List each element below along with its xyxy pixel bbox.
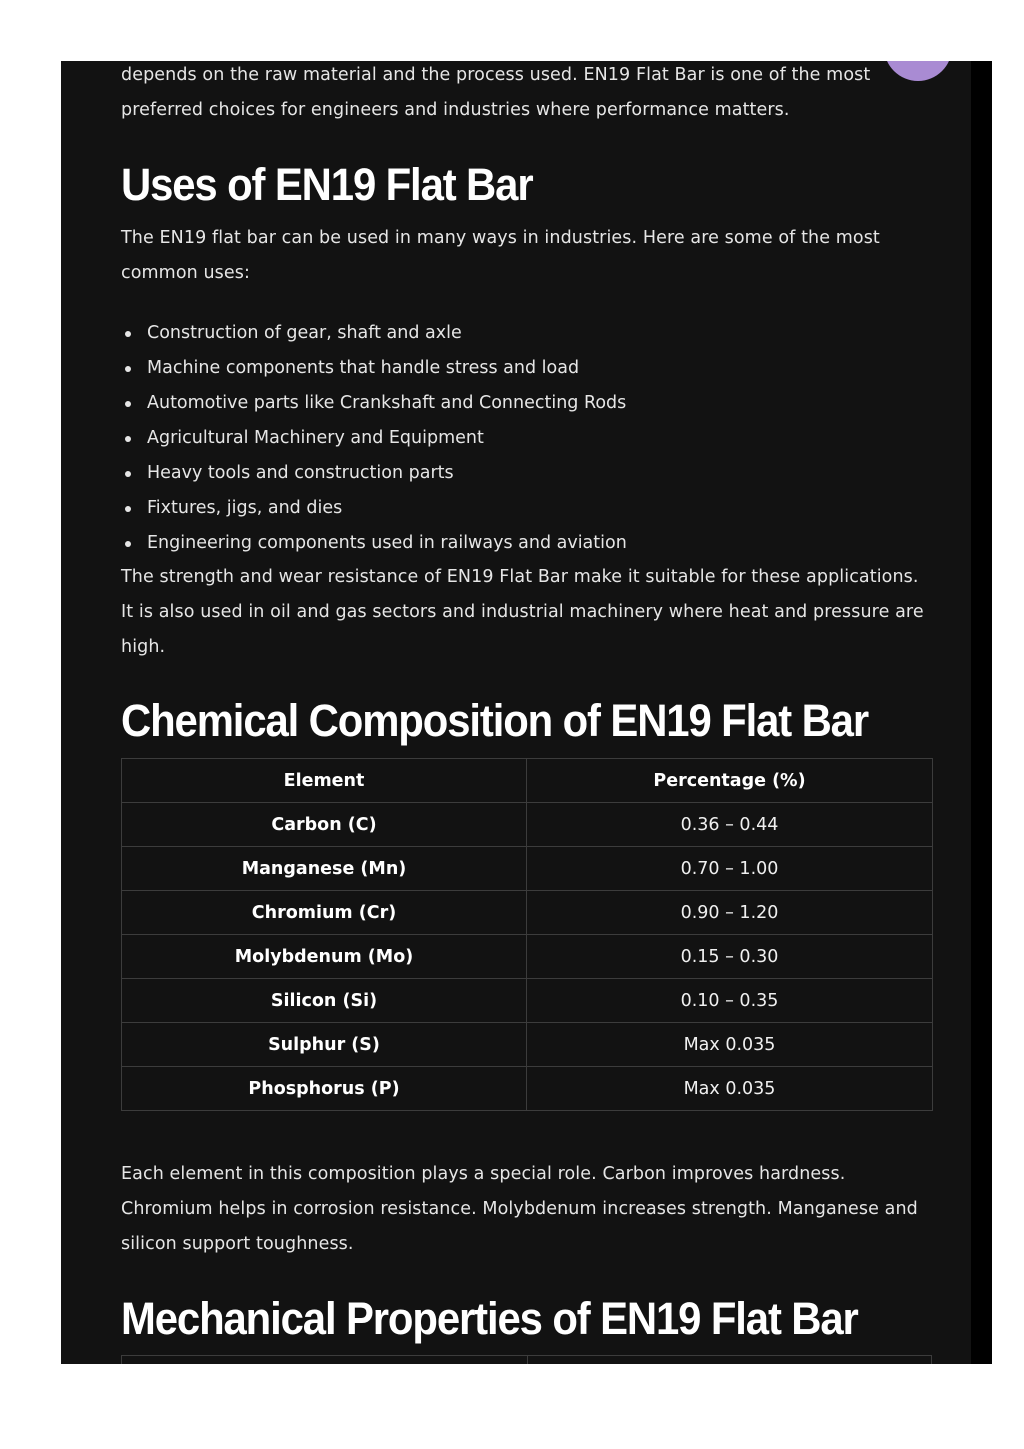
bullet-icon — [125, 541, 131, 547]
table-row — [122, 847, 933, 891]
uses-list — [121, 316, 627, 561]
uses-summary-paragraph: The strength and wear resistance of EN19 Flat Bar make it suitable for these applications. It is also used in oil and gas sectors and industrial machinery where heat and pressure are high. — [121, 567, 924, 657]
element-name-cell: Phosphorus (P) — [122, 1067, 527, 1111]
percentage-value-cell: 0.15 – 0.30 — [527, 935, 933, 979]
table-row — [122, 935, 933, 979]
element-name-cell: Manganese (Mn) — [122, 847, 527, 891]
bullet-icon — [125, 366, 131, 372]
percentage-value-cell: 0.90 – 1.20 — [527, 891, 933, 935]
table-row — [122, 803, 933, 847]
mechanical-properties-table — [121, 1355, 932, 1364]
column-header-percentage: Percentage (%) — [527, 759, 933, 803]
uses-intro-paragraph: The EN19 flat bar can be used in many ways in industries. Here are some of the most common uses: — [121, 228, 880, 283]
uses-list-item-text: Heavy tools and construction parts — [147, 463, 454, 483]
uses-list-item — [147, 351, 627, 386]
percentage-value-cell: Max 0.035 — [527, 1067, 933, 1111]
table-row — [122, 1023, 933, 1067]
element-name-cell: Sulphur (S) — [122, 1023, 527, 1067]
bullet-icon — [125, 506, 131, 512]
uses-list-item — [147, 386, 627, 421]
element-name-cell: Chromium (Cr) — [122, 891, 527, 935]
table-column-divider — [527, 1356, 528, 1364]
bullet-icon — [125, 401, 131, 407]
percentage-value-cell: 0.10 – 0.35 — [527, 979, 933, 1023]
percentage-value-cell: 0.70 – 1.00 — [527, 847, 933, 891]
percentage-value-cell: 0.36 – 0.44 — [527, 803, 933, 847]
bullet-icon — [125, 331, 131, 337]
column-header-element: Element — [122, 759, 527, 803]
bullet-icon — [125, 436, 131, 442]
uses-list-item — [147, 316, 627, 351]
element-name-cell: Silicon (Si) — [122, 979, 527, 1023]
uses-list-item-text: Automotive parts like Crankshaft and Connecting Rods — [147, 393, 627, 413]
uses-list-item — [147, 491, 627, 526]
uses-list-item — [147, 456, 627, 491]
element-name-cell: Molybdenum (Mo) — [122, 935, 527, 979]
table-row — [122, 1067, 933, 1111]
table-row — [122, 979, 933, 1023]
uses-list-item-text: Construction of gear, shaft and axle — [147, 323, 462, 343]
uses-list-item-text: Engineering components used in railways and aviation — [147, 533, 627, 553]
element-name-cell: Carbon (C) — [122, 803, 527, 847]
uses-list-item — [147, 421, 627, 456]
chemical-composition-heading: Chemical Composition of EN19 Flat Bar — [121, 695, 869, 746]
table-header-row — [122, 759, 933, 803]
uses-list-item-text: Machine components that handle stress and load — [147, 358, 580, 378]
page-frame — [61, 61, 992, 1364]
intro-paragraph: depends on the raw material and the process used. EN19 Flat Bar is one of the most preferred choices for engineers and industries where performance matters. — [121, 65, 871, 120]
uses-list-item-text: Fixtures, jigs, and dies — [147, 498, 343, 518]
table-row — [122, 891, 933, 935]
uses-heading: Uses of EN19 Flat Bar — [121, 159, 533, 210]
chemical-composition-table — [121, 758, 933, 1111]
mechanical-properties-heading: Mechanical Properties of EN19 Flat Bar — [121, 1293, 858, 1344]
uses-list-item-text: Agricultural Machinery and Equipment — [147, 428, 484, 448]
chemical-summary-paragraph: Each element in this composition plays a special role. Carbon improves hardness. Chromium helps in corrosion resistance. Molybdenum increases strength. Manganese and silicon support toughness. — [121, 1164, 918, 1254]
percentage-value-cell: Max 0.035 — [527, 1023, 933, 1067]
chemical-table-body — [122, 803, 933, 1111]
uses-list-item — [147, 526, 627, 561]
article-panel — [61, 61, 971, 1364]
bullet-icon — [125, 471, 131, 477]
